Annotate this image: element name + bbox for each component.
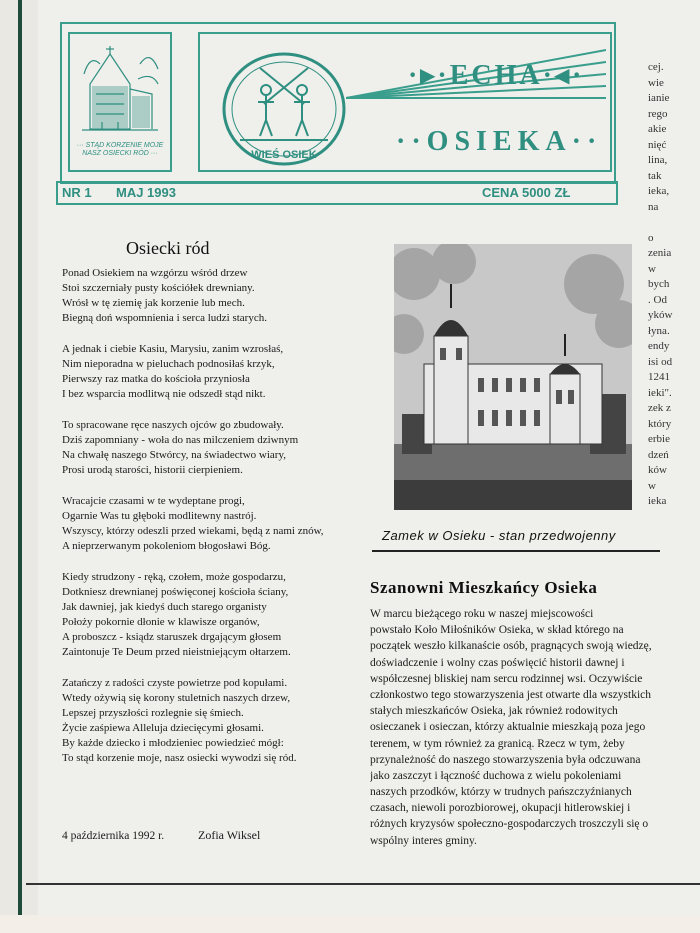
underlying-text-fragment: 1241 — [648, 371, 670, 383]
issue-price: CENA 5000 ZŁ — [482, 185, 571, 200]
village-emblem — [220, 50, 348, 168]
poem-line: Zaintonuje Te Deum przed nieistniejącym ołtarzem. — [62, 646, 291, 658]
poem-stanza — [62, 676, 362, 766]
poem-line: Wszyscy, którzy odeszli przed wiekami, będą z nami znów, — [62, 525, 324, 537]
article-line: różnych kryzysów społeczno-gospodarczych troszczyli się o — [370, 818, 649, 831]
underlying-text-fragment: który — [648, 417, 672, 430]
article-line: współczesnej bliskiej nam sercu rodzinnej wsi. Oczywiście — [370, 672, 643, 685]
issue-info-bar — [56, 181, 618, 205]
poem-stanza — [62, 494, 362, 554]
poem-line: A proboszcz - ksiądz staruszek drgającym głosem — [62, 631, 282, 643]
article-line: wspólny interes gminy. — [370, 834, 477, 847]
poem-line: Wrósł w tę ziemię jak korzenie lub mech. — [62, 297, 245, 309]
caption-divider — [372, 550, 660, 552]
issue-number: NR 1 — [62, 185, 92, 200]
poem-line: Na chwałę naszego Stwórcy, na świadectwo wiary, — [62, 449, 286, 461]
poem-line: By każde dziecko i młodzieniec powiedzieć mógł: — [62, 737, 284, 749]
poem-line: Położy pokornie dłonie w klawisze organów, — [62, 616, 260, 628]
underlying-text-fragment: ianie — [648, 92, 670, 104]
underlying-text-fragment: akie — [648, 123, 667, 135]
underlying-text-fragment: o — [648, 231, 654, 244]
article-body — [370, 606, 696, 849]
poem-line: Kiedy strudzony - ręką, czołem, może gospodarzu, — [62, 571, 286, 583]
article-line: członkostwo tego stowarzyszenia jest otwarte dla wszystkich — [370, 688, 652, 701]
underlying-text-fragment: isi od — [648, 355, 673, 368]
article-line: stałych mieszkańców Osieka, jak również rodowitych — [370, 705, 618, 718]
poem-line: Ogarnie Was tu głęboki modlitewny nastrój. — [62, 510, 257, 522]
underlying-text-fragment: nięć — [648, 138, 667, 151]
poem-line: Prosi urodą starości, historii cierpieniem. — [62, 464, 243, 476]
poem-line: Zatańczy z radości czyste powietrze pod kopułami. — [62, 677, 288, 689]
underlying-text-fragment: yków — [648, 309, 673, 321]
poem-line: Dziś zapomniany - woła do nas milczeniem dziwnym — [62, 434, 299, 446]
underlying-text-fragment: endy — [648, 340, 670, 352]
poem-line: Wtedy ożywią się korony stuletnich naszych drzew, — [62, 692, 291, 704]
article-line: przynależność do naszego stowarzyszenia była odczuwana — [370, 753, 641, 766]
underlying-text-fragment: dzeń — [648, 448, 669, 461]
church-panel — [68, 32, 172, 172]
article-line: powstało Koło Miłośników Osieka, w skład którego na — [370, 624, 624, 637]
underlying-text-fragment: ieka, — [648, 185, 670, 197]
poem-stanza — [62, 342, 362, 402]
poem-author: Zofia Wiksel — [198, 828, 261, 842]
castle-photo — [394, 244, 632, 510]
poem-line: A jednak i ciebie Kasiu, Marysiu, zanim wzrosłaś, — [62, 343, 284, 355]
poem-line: Nim nieporadna w pieluchach podnosiłaś krzyk, — [62, 358, 275, 370]
poem-line: Pierwszy raz matka do kościoła przyniosła — [62, 373, 250, 385]
underlying-text-fragment: cej. — [648, 61, 664, 73]
underlying-text-fragment: tak — [648, 169, 662, 182]
underlying-text-fragment: . Od — [648, 293, 667, 306]
article-line: W marcu bieżącego roku w naszej miejscowości — [370, 608, 594, 620]
poem-line: Stoi szczerniały pusty kościółek drewniany. — [62, 282, 255, 294]
poem-line: To spracowane ręce naszych ojców go zbudowały. — [62, 419, 284, 431]
poem-body — [62, 266, 362, 782]
article-line: czasach, niewoli porozbiorowej, okupacji hitlerowskiej i — [370, 802, 631, 815]
underlying-text-fragment: ieki". — [648, 386, 672, 399]
emblem-text: WIEŚ OSIEK — [251, 149, 317, 161]
bottom-divider — [26, 883, 700, 885]
poem-line: A nieprzerwanym pokoleniom błogosławi Bóg. — [62, 540, 271, 552]
poem-line: To stąd korzenie moje, nasz osiecki wywodzi się ród. — [62, 752, 297, 764]
poem-line: Życie zaśpiewa Alleluja dziecięcymi głosami. — [62, 722, 264, 734]
underlying-text-fragment: na — [648, 200, 659, 213]
underlying-text-fragment: wie — [648, 76, 664, 89]
poem-line: Jak dawniej, jak kiedyś duch starego organisty — [62, 601, 267, 613]
article-line: początek weszło kilkanaście osób, pragnących swoją wiedzę, — [370, 640, 652, 653]
poem-stanza — [62, 570, 362, 660]
poem-line: Lepszej przyszłości rozlegnie się śmiech. — [62, 707, 244, 719]
poem-line: I bez wsparcia modlitwą nie odszedł stąd nikt. — [62, 388, 266, 400]
title-echa: ·▸·ECHA·◂· — [408, 60, 585, 91]
article-line: osieczanek i osieczan, którzy aktualnie mieszkają poza jego — [370, 721, 646, 734]
poem-line: Biegną doń wspomnienia i serca ludzi starych. — [62, 312, 267, 324]
poem-line: Wracajcie czasami w te wydeptane progi, — [62, 495, 245, 507]
poem-title: Osiecki ród — [126, 238, 210, 258]
underlying-text-fragment: lina, — [648, 154, 668, 166]
masthead — [60, 22, 616, 184]
poem-line: Dotkniesz drewnianej poświęconej kościoła ściany, — [62, 586, 289, 598]
castle-illustration — [394, 244, 632, 510]
issue-date: MAJ 1993 — [116, 185, 176, 200]
poem-line: Ponad Osiekiem na wzgórzu wśród drzew — [62, 267, 248, 279]
poem-stanza — [62, 266, 362, 326]
poem-date: 4 października 1992 r. — [62, 830, 165, 842]
article-line: naszych przodków, którzy w trudnych pańszczyźnianych — [370, 786, 632, 799]
underlying-page-text — [648, 60, 700, 510]
church-caption: ··· STĄD KORZENIE MOJE NASZ OSIECKI RÓD ··· — [76, 142, 164, 157]
underlying-text-fragment: rego — [648, 107, 668, 120]
article-line: terenem, w tym również za granicą. Rzecz w tym, żeby — [370, 737, 625, 750]
underlying-text-fragment: ieka — [648, 495, 667, 507]
underlying-text-fragment: zenia — [648, 247, 672, 259]
underlying-text-fragment: ków — [648, 464, 667, 476]
article-title: Szanowni Mieszkańcy Osieka — [370, 578, 598, 597]
page-bottom-edge — [0, 915, 700, 933]
underlying-text-fragment: łyna. — [648, 324, 670, 337]
underlying-text-fragment: zek z — [648, 402, 671, 414]
underlying-text-fragment: w — [648, 262, 656, 275]
underlying-text-fragment — [648, 215, 700, 231]
title-osieka: ··OSIEKA·· — [396, 126, 603, 157]
underlying-text-fragment: erbie — [648, 433, 670, 445]
article-line: doświadczenie i wolny czas poświęcić historii dawnej i — [370, 656, 625, 669]
poem-stanza — [62, 418, 362, 478]
photo-caption: Zamek w Osieku - stan przedwojenny — [382, 528, 616, 543]
title-panel — [198, 32, 612, 172]
underlying-text-fragment: w — [648, 479, 656, 492]
church-illustration — [80, 44, 160, 134]
binder-edge — [18, 0, 22, 933]
underlying-text-fragment: bych — [648, 278, 670, 290]
article-line: jako zaszczyt i łączność duchowa z wielu pokoleniami — [370, 769, 622, 782]
